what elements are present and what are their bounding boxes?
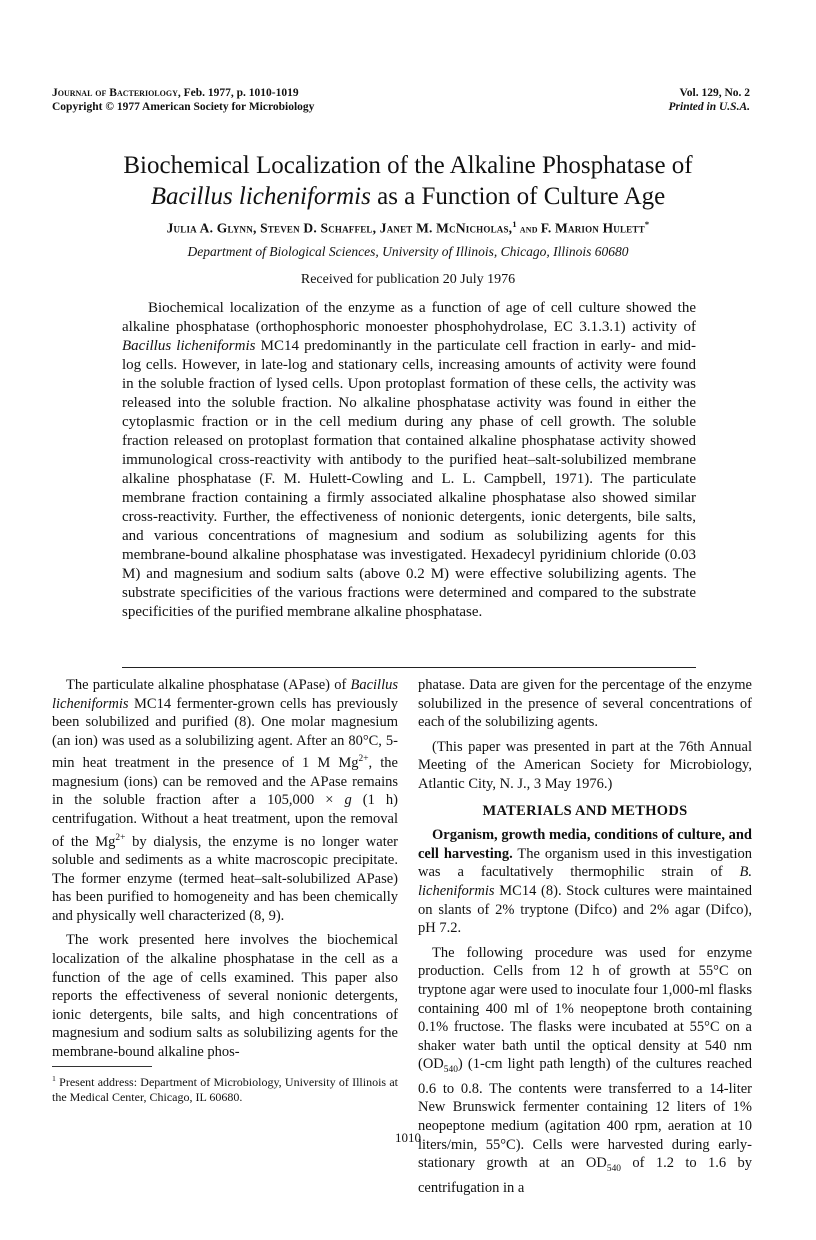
corresponding-author-mark: * xyxy=(644,219,650,229)
page-number: 1010 xyxy=(395,1130,421,1145)
running-header-left xyxy=(52,86,314,114)
methods-text-c: The following procedure was used for enzyme production. Cells from 12 h of growth at 55°C on tryptone agar were used to inoculate four 1,000-ml flasks containing 400 ml of 1% neopeptone broth containing 0.1% fructose. The flasks were incubated at 55°C on a shaker water bath until the optical density at 540 nm (OD xyxy=(418,944,752,1073)
methods-text-e: of 1.2 to 1.6 by centrifugation in a xyxy=(418,1155,752,1196)
abstract-paragraph xyxy=(122,299,696,622)
methods-text-b: MC14 (8). Stock cultures were maintained on slants of 2% tryptone (Difco) and 2% agar (Difco), pH 7.2. xyxy=(418,882,752,937)
running-header-right xyxy=(669,86,750,114)
od-subscript-1: 540 xyxy=(443,1065,458,1076)
methods-text-a: The organism used in this investigation was a facultatively thermophilic strain of xyxy=(418,845,752,881)
printed-in: Printed in U.S.A. xyxy=(668,101,750,113)
abstract-text-1: Biochemical localization of the enzyme as a function of age of cell culture showed the alkaline phosphatase (orthophosphoric monoester phosphohydrolase, EC 3.1.3.1) activity of xyxy=(122,300,696,335)
intro-continuation: phatase. Data are given for the percentage of the enzyme solubilized in the presence of several concentrations of each of the solubilizing agents. xyxy=(418,677,752,731)
section-heading: MATERIALS AND METHODS xyxy=(482,802,688,819)
intro-paragraph-1 xyxy=(52,676,398,925)
article-title xyxy=(40,150,776,212)
footnote-divider xyxy=(52,1066,152,1067)
intro-text-a: The particulate alkaline phosphatase (APase) of xyxy=(66,677,351,693)
methods-text-d: ) (1-cm light path length) of the cultures reached 0.6 to 0.8. The contents were transferred to a 14-liter New Brunswick fermenter containing 12 liters of 1% neopeptone medium (agitation 400 rpm, aeration at 10 liters/min, 55°C). Cells were harvested during early-stationary growth at an OD xyxy=(418,1056,752,1172)
methods-paragraph-2 xyxy=(418,944,752,1198)
author-list xyxy=(40,219,776,237)
authors-and: and xyxy=(516,223,541,236)
author-footnote-mark: 1 xyxy=(512,219,517,229)
abstract-text-2: MC14 predominantly in the particulate cell fraction in early- and mid-log cells. However, in late-log and stationary cells, increasing amounts of activity were found in the soluble fraction of lysed cells. Upon protoplast formation of these cells, the activity was released into the soluble fraction. No alkaline phosphatase activity was found in either the cytoplasmic fraction or in the cell medium during any phase of cell growth. The soluble fraction released on protoplast formation that contained alkaline phosphatase activity showed immunological cross-reactivity with antibody to the purified heat–salt-solubilized membrane alkaline phosphatase (F. M. Hulett-Cowling and L. L. Campbell, 1971). The particulate membrane fraction containing a firmly associated alkaline phosphatase also showed similar cross-reactivity. Further, the effectiveness of nonionic detergents, ionic detergents, bile salts, and various concentrations of magnesium and sodium as solubilizing agents for this membrane-bound alkaline phosphatase was investigated. Hexadecyl pyridinium chloride (0.03 M) and magnesium and sodium salts (above 0.2 M) were effective solubilizing agents. The substrate specificities of the various fractions were determined and compared to the substrate specificities of the purified membrane alkaline phosphatase. xyxy=(122,338,697,620)
abstract-divider xyxy=(122,667,696,668)
footnote-text: Present address: Department of Microbiology, University of Illinois at the Medical Center, Chicago, IL 60680. xyxy=(52,1075,398,1104)
journal-citation: , Feb. 1977, p. 1010-1019 xyxy=(177,87,299,99)
footnote-mark: 1 xyxy=(52,1074,56,1083)
footnote xyxy=(52,1071,398,1105)
intro-paragraph-2: The work presented here involves the biochemical localization of the alkaline phosphatase in the cell as a function of the age of cells examined. This paper also reports the effectiveness of several nonionic detergents, ionic detergents, bile salts, and high concentrations of magnesium and sodium salts as solubilizing agents for the membrane-bound alkaline phos- xyxy=(52,932,398,1060)
title-organism: Bacillus licheniformis xyxy=(150,183,371,210)
authors-part-1: Julia A. Glynn, Steven D. Schaffel, Janet M. McNicholas, xyxy=(166,220,513,236)
title-line-2 xyxy=(40,181,776,212)
od-subscript-2: 540 xyxy=(606,1164,621,1175)
left-column xyxy=(52,676,398,1068)
intro-superscript-1: 2+ xyxy=(358,754,369,765)
intro-organism: Bacillus licheniformis xyxy=(52,677,398,712)
abstract-organism: Bacillus licheniformis xyxy=(122,338,256,354)
intro-text-e: by dialysis, the enzyme is no longer water soluble and sediments as a white macroscopic precipitate. The former enzyme (termed heat–salt-solubilized APase) has been purified to homogeneity and has been chemically and physically well characterized (8, 9). xyxy=(52,833,398,924)
right-column xyxy=(418,676,752,1203)
subsection-heading: Organism, growth media, conditions of culture, and cell harvesting. xyxy=(418,827,752,862)
abstract xyxy=(122,299,696,622)
authors-part-2: F. Marion Hulett xyxy=(540,220,645,236)
presentation-note: (This paper was presented in part at the 76th Annual Meeting of the American Society for Microbiology, Atlantic City, N. J., 3 May 1976.) xyxy=(418,738,752,792)
journal-name: Journal of Bacteriology xyxy=(52,87,178,99)
affiliation: Department of Biological Sciences, University of Illinois, Chicago, Illinois 60680 xyxy=(187,244,629,259)
intro-superscript-2: 2+ xyxy=(115,832,126,843)
received-date: Received for publication 20 July 1976 xyxy=(300,272,516,287)
volume-issue: Vol. 129, No. 2 xyxy=(679,87,750,99)
intro-text-b: MC14 fermenter-grown cells has previously been solubilized and purified (8). One molar magnesium (an ion) was used as a solubilizing agent. After an 80°C, 5-min heat treatment in the presence of 1 M Mg xyxy=(52,695,398,772)
title-line-1: Biochemical Localization of the Alkaline Phosphatase of xyxy=(123,152,693,179)
methods-organism: B. licheniformis xyxy=(418,864,752,899)
methods-paragraph-1 xyxy=(418,826,752,938)
intro-text-d: (1 h) centrifugation. Without a heat treatment, upon the removal of the Mg xyxy=(52,792,398,850)
copyright-line: Copyright © 1977 American Society for Microbiology xyxy=(52,101,315,113)
intro-g-symbol: g xyxy=(344,792,352,809)
intro-text-c: , the magnesium (ions) can be removed and the APase remains in the soluble fraction after a 105,000 × xyxy=(52,755,398,809)
title-line-2-rest: as a Function of Culture Age xyxy=(370,183,666,210)
